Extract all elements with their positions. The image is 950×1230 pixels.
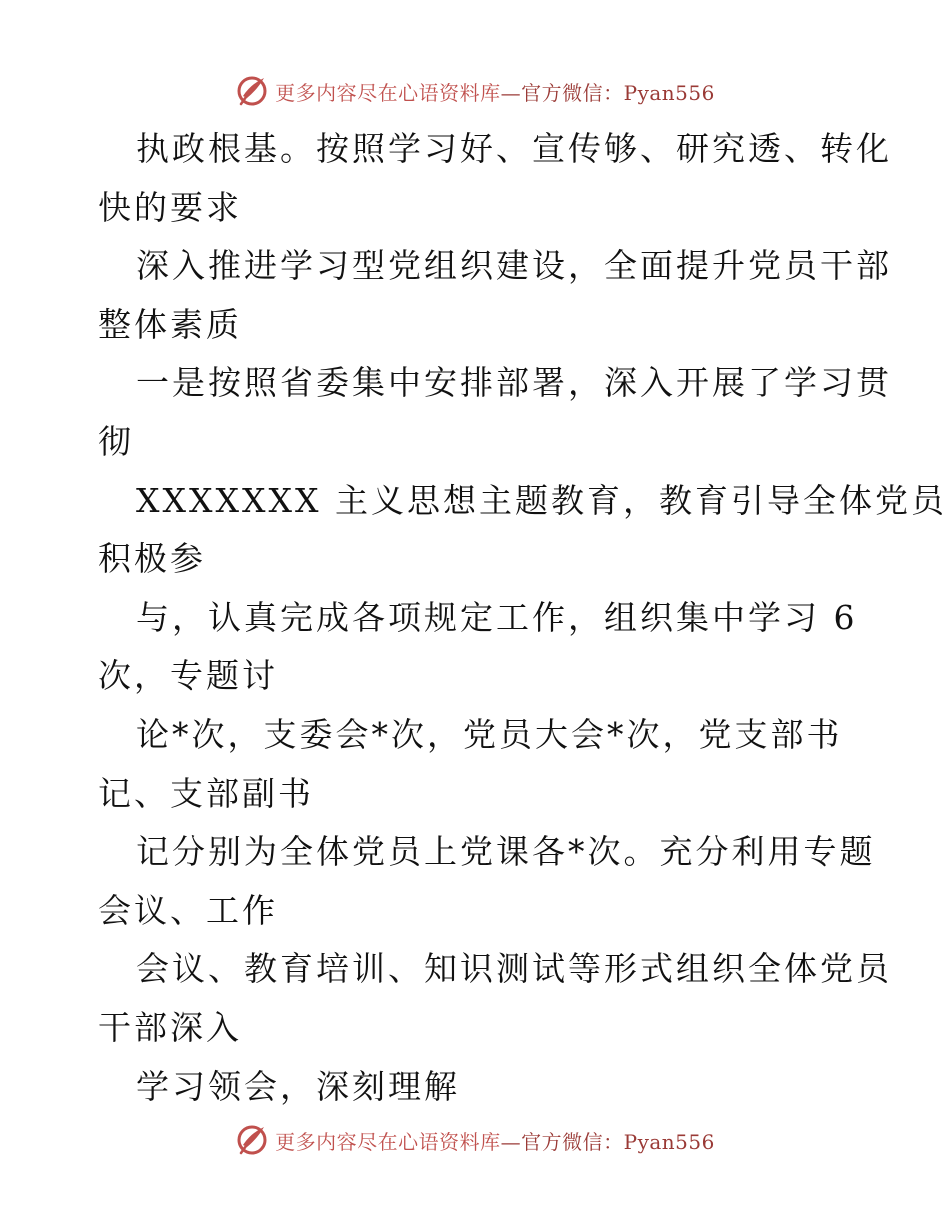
text-line: 一是按照省委集中安排部署，深入开展了学习贯 bbox=[136, 363, 892, 403]
text-line: 学习领会，深刻理解 bbox=[136, 1066, 460, 1106]
header-watermark bbox=[0, 71, 950, 111]
text-line: 执政根基。按照学习好、宣传够、研究透、转化 bbox=[136, 129, 892, 168]
text-line: 论*次，支委会*次，党员大会*次，党支部书 bbox=[136, 714, 843, 754]
text-line: 与，认真完成各项规定工作，组织集中学习 6 bbox=[136, 597, 858, 637]
document-body bbox=[98, 120, 947, 1116]
text-line: 彻 bbox=[98, 421, 134, 461]
text-line: 干部深入 bbox=[98, 1007, 242, 1047]
text-line: 深入推进学习型党组织建设，全面提升党员干部 bbox=[136, 246, 892, 286]
text-line: 整体素质 bbox=[98, 304, 242, 344]
red-quill-logo-icon bbox=[235, 1123, 269, 1157]
text-line: 记、支部副书 bbox=[98, 773, 314, 813]
text-line: 会议、教育培训、知识测试等形式组织全体党员 bbox=[136, 949, 892, 989]
watermark-text: 更多内容尽在心语资料库—官方微信：Pyan556 bbox=[275, 1129, 715, 1154]
text-line: 快的要求 bbox=[98, 187, 242, 227]
text-line: 次，专题讨 bbox=[98, 656, 278, 696]
text-line: 记分别为全体党员上党课各*次。充分利用专题 bbox=[136, 832, 876, 872]
watermark-text: 更多内容尽在心语资料库—官方微信：Pyan556 bbox=[275, 80, 715, 105]
text-line: 会议、工作 bbox=[98, 890, 278, 930]
footer-watermark bbox=[0, 1120, 950, 1160]
text-line: XXXXXXX 主义思想主题教育，教育引导全体党员 bbox=[136, 480, 947, 520]
red-quill-logo-icon bbox=[235, 74, 269, 108]
text-line: 积极参 bbox=[98, 539, 206, 579]
